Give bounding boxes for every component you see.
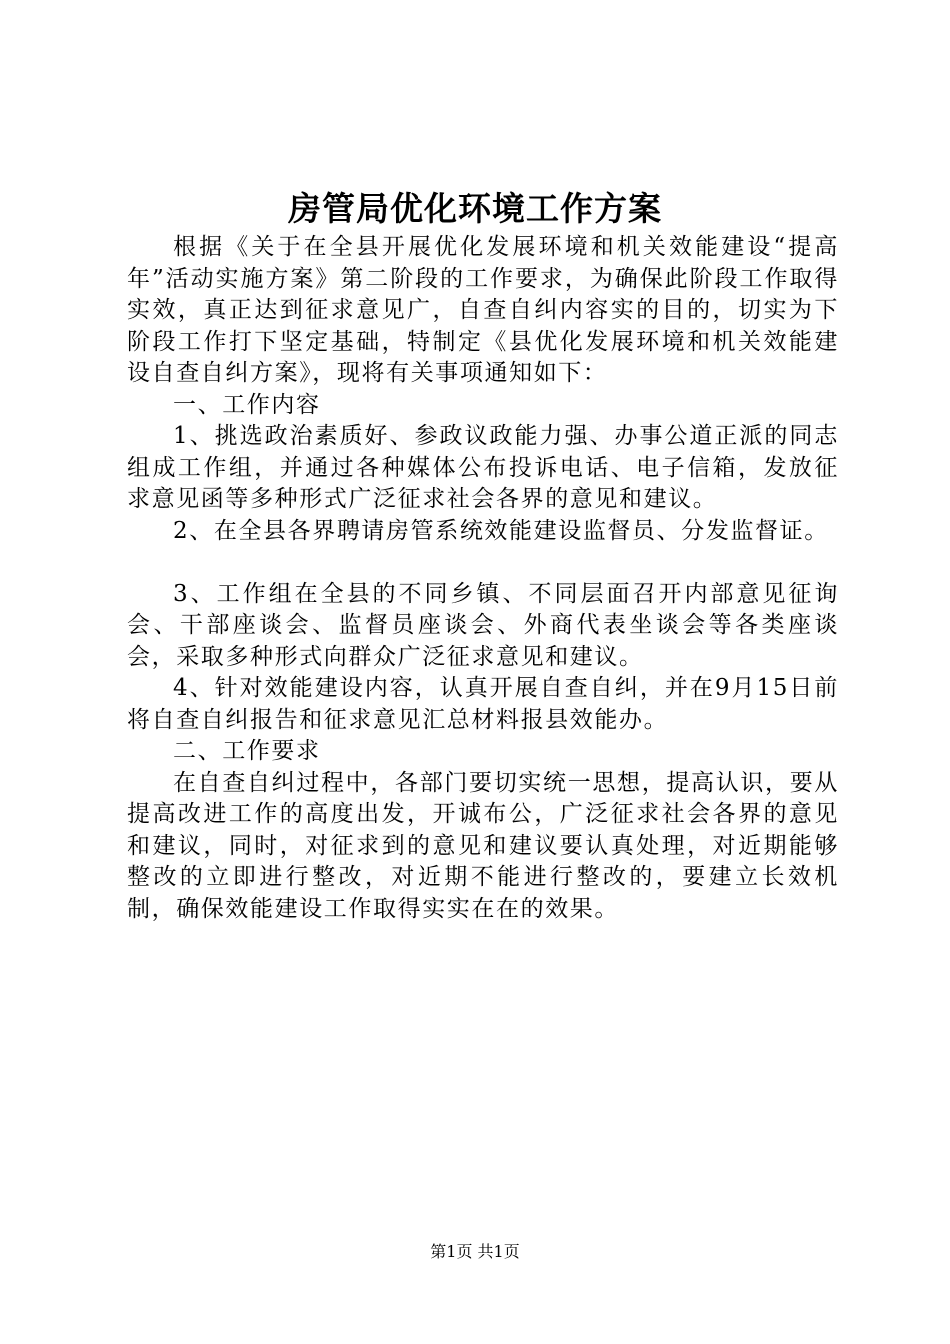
item-paragraph-1: 1、挑选政治素质好、参政议政能力强、办事公道正派的同志组成工作组，并通过各种媒体公布投诉电话、电子信箱，发放征求意见函等多种形式广泛征求社会各界的意见和建议。 xyxy=(127,423,839,512)
item-paragraph-2: 2、在全县各界聘请房管系统效能建设监督员、分发监督证。 xyxy=(173,517,829,544)
section-heading-work-requirements: 二、工作要求 xyxy=(173,738,321,764)
item-paragraph-3: 3、工作组在全县的不同乡镇、不同层面召开内部意见征询会、干部座谈会、监督员座谈会、外商代表坐谈会等各类座谈会，采取多种形式向群众广泛征求意见和建议。 xyxy=(127,580,839,670)
requirements-paragraph: 在自查自纠过程中，各部门要切实统一思想，提高认识，要从提高改进工作的高度出发，开诚布公，广泛征求社会各界的意见和建议，同时，对征求到的意见和建议要认真处理，对近期能够整改的立即进行整改，对近期不能进行整改的，要建立长效机制，确保效能建设工作取得实实在在的效果。 xyxy=(127,769,839,922)
intro-paragraph: 根据《关于在全县开展优化发展环境和机关效能建设“提高年”活动实施方案》第二阶段的工作要求，为确保此阶段工作取得实效，真正达到征求意见广，自查自纠内容实的目的，切实为下阶段工作打下坚定基础，特制定《县优化发展环境和机关效能建设自查自纠方案》，现将有关事项通知如下： xyxy=(127,234,839,386)
document-body xyxy=(127,232,839,925)
document-title: 房管局优化环境工作方案 xyxy=(288,189,662,228)
item-paragraph-4: 4、针对效能建设内容，认真开展自查自纠，并在9月15日前将自查自纠报告和征求意见汇总材料报县效能办。 xyxy=(127,675,839,733)
section-heading-work-content: 一、工作内容 xyxy=(173,391,321,418)
page-footer: 第1页 共1页 xyxy=(430,1242,520,1261)
